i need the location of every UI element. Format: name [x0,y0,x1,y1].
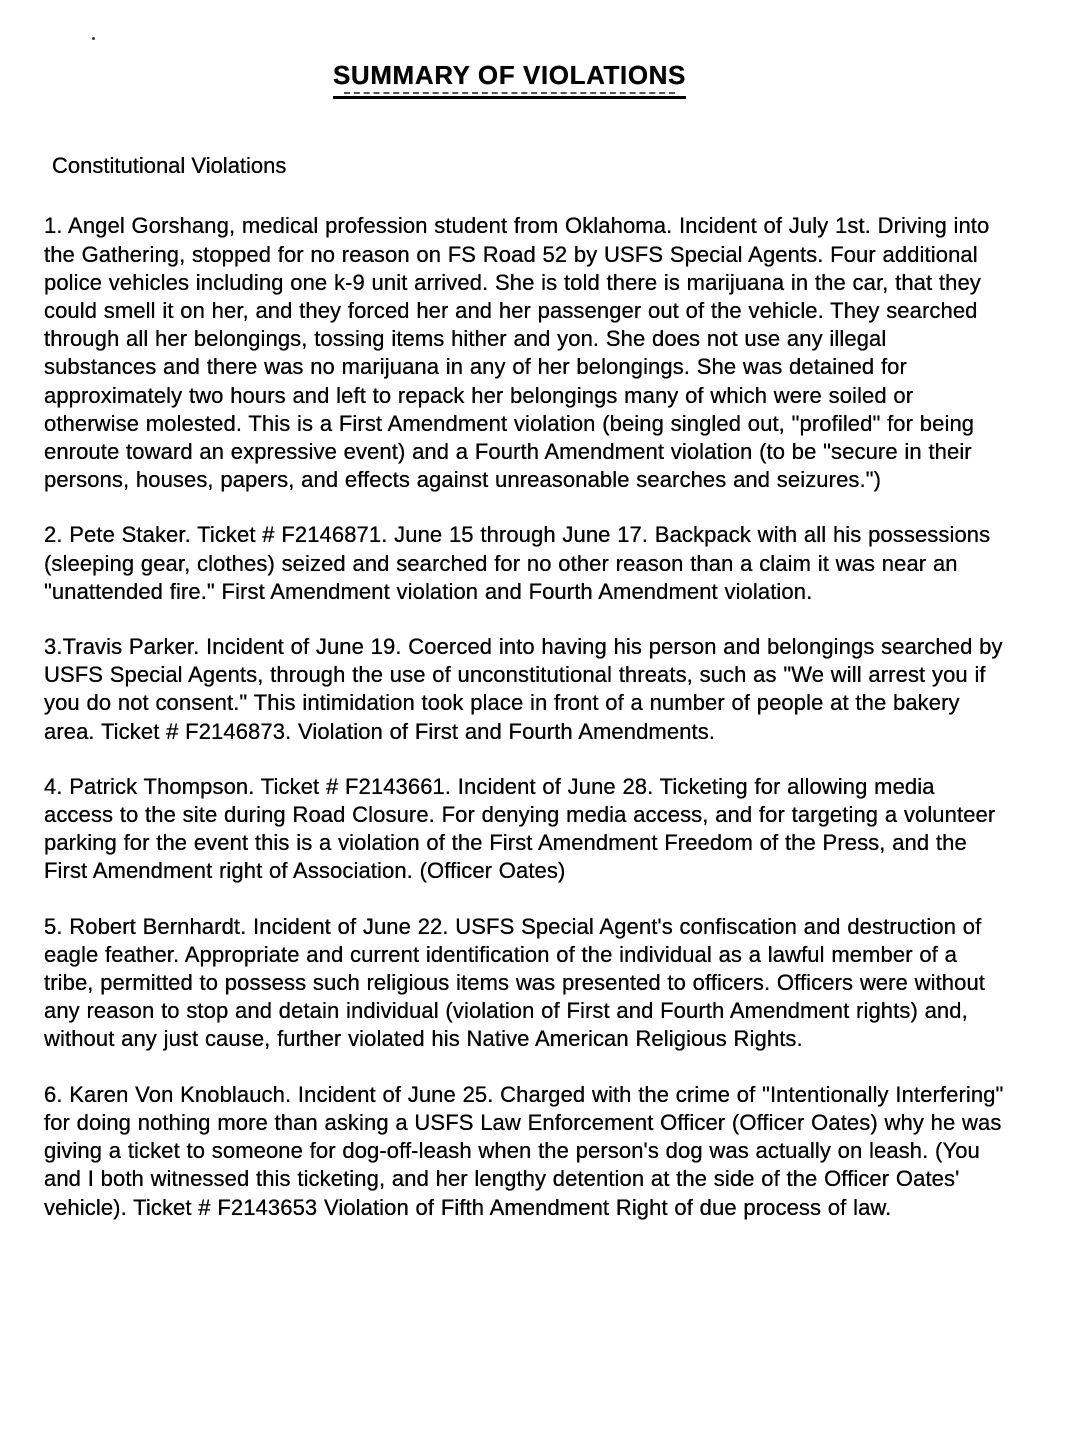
title-row [44,44,975,116]
violation-paragraph-3: 3.Travis Parker. Incident of June 19. Coerced into having his person and belongings searched by USFS Special Agents, through the use of unconstitutional threats, such as "We will arrest you if you do not consent." This intimidation took place in front of a number of people at the bakery area. Ticket # F2146873. Violation of First and Fourth Amendments. [44,634,1003,744]
section-heading: Constitutional Violations [52,153,287,179]
document-body [44,212,1005,1221]
violation-paragraph-6: 6. Karen Von Knoblauch. Incident of June 25. Charged with the crime of "Intentionally Interfering" for doing nothing more than asking a USFS Law Enforcement Officer (Officer Oates) why he was giving a ticket to someone for dog-off-leash when the person's dog was actually on leash. (You and I both witnessed this ticketing, and her lengthy detention at the side of the Officer Oates' vehicle). Ticket # F2143653 Violation of Fifth Amendment Right of due process of law. [44,1081,1004,1220]
page-title: SUMMARY OF VIOLATIONS [333,61,686,99]
violation-paragraph-1: 1. Angel Gorshang, medical profession student from Oklahoma. Incident of July 1st. Driving into the Gathering, stopped for no reason on FS Road 52 by USFS Special Agents. Four additional police vehicles including one k-9 unit arrived. She is told there is marijuana in the car, that they could smell it on her, and they forced her and her passenger out of the vehicle. They searched through all her belongings, tossing items hither and yon. She does not use any illegal substances and there was no marijuana in any of her belongings. She was detained for approximately two hours and left to repack her belongings many of which were soiled or otherwise molested. This is a First Amendment violation (being singled out, "profiled" for being enroute toward an expressive event) and a Fourth Amendment violation (to be "secure in their persons, houses, papers, and effects against unreasonable searches and seizures.") [44,213,990,493]
violation-paragraph-4: 4. Patrick Thompson. Ticket # F2143661. Incident of June 28. Ticketing for allowing media access to the site during Road Closure. For denying media access, and for targeting a volunteer parking for the event this is a violation of the First Amendment Freedom of the Press, and the First Amendment right of Association. (Officer Oates) [44,773,996,884]
violation-paragraph-2: 2. Pete Staker. Ticket # F2146871. June 15 through June 17. Backpack with all his possessions (sleeping gear, clothes) seized and searched for no other reason than a claim it was near an "unattended fire." First Amendment violation and Fourth Amendment violation. [44,522,991,604]
violation-paragraph-5: 5. Robert Bernhardt. Incident of June 22. USFS Special Agent's confiscation and destruction of eagle feather. Appropriate and current identification of the individual as a lawful member of a tribe, permitted to possess such religious items was presented to officers. Officers were without any reason to stop and detain individual (violation of First and Fourth Amendment rights) and, without any just cause, further violated his Native American Religious Rights. [44,913,986,1052]
